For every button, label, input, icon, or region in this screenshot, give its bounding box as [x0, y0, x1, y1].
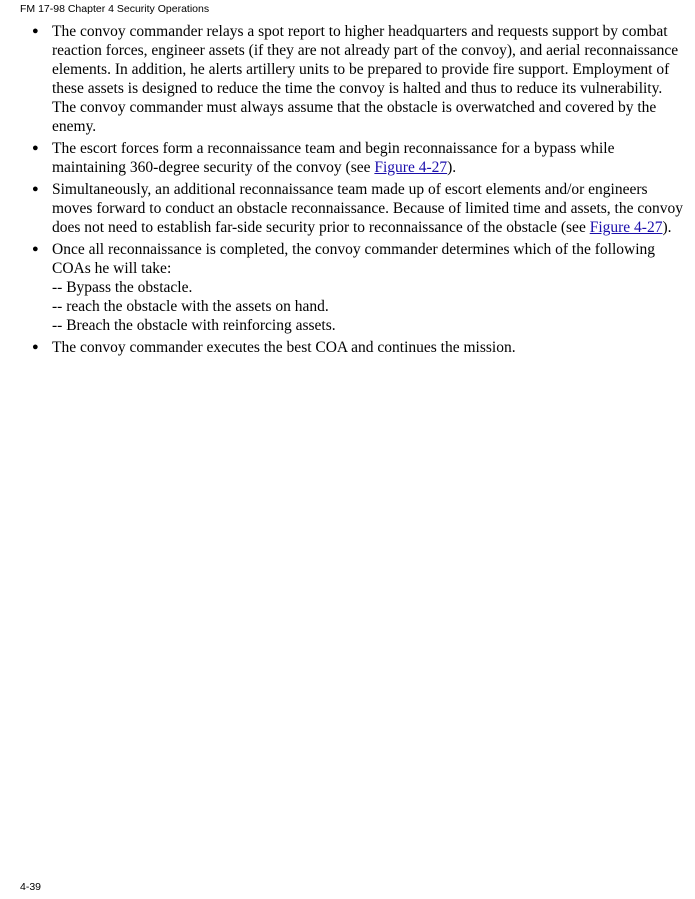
- paragraph-text: [52, 180, 688, 237]
- figure-4-27-link[interactable]: Figure 4-27: [589, 219, 663, 236]
- coa-option: -- Bypass the obstacle.: [52, 279, 193, 296]
- paragraph-text: [52, 139, 688, 177]
- list-item: [32, 22, 688, 136]
- bullet-icon: ●: [32, 243, 39, 255]
- list-item: [32, 139, 688, 177]
- paragraph-text-part: Simultaneously, an additional reconnaissance team made up of escort elements and/or engineers moves forward to conduct an obstacle reconnaissance. Because of limited time and assets, the convoy does not need to establish far-side security prior to reconnaissance of the obstacle (see: [52, 181, 683, 236]
- page-header: FM 17-98 Chapter 4 Security Operations: [20, 3, 210, 15]
- paragraph-text-part: ).: [662, 219, 672, 236]
- paragraph-text: [52, 240, 688, 335]
- paragraph-intro: Once all reconnaissance is completed, the convoy commander determines which of the following COAs he will take:: [52, 241, 656, 277]
- list-item: [32, 338, 688, 357]
- bullet-icon: ●: [32, 142, 39, 154]
- list-item: [32, 180, 688, 237]
- paragraph-text-part: ).: [447, 159, 457, 176]
- page-number: 4-39: [20, 881, 42, 893]
- list-item: [32, 240, 688, 335]
- paragraph-text: The convoy commander executes the best COA and continues the mission.: [52, 339, 516, 356]
- bullet-icon: ●: [32, 25, 39, 37]
- paragraph-text-part: The escort forces form a reconnaissance team and begin reconnaissance for a bypass while maintaining 360-degree security of the convoy (see: [52, 140, 615, 176]
- document-body: [32, 22, 688, 360]
- bullet-icon: ●: [32, 183, 39, 195]
- bullet-icon: ●: [32, 341, 39, 353]
- coa-option: -- Breach the obstacle with reinforcing assets.: [52, 317, 336, 334]
- paragraph-text: The convoy commander relays a spot report to higher headquarters and requests support by combat reaction forces, engineer assets (if they are not already part of the convoy), and aerial reconnaissance elements. In addition, he alerts artillery units to be prepared to provide fire support. Employment of these assets is designed to reduce the time the convoy is halted and thus to reduce its vulnerability. The convoy commander must always assume that the obstacle is overwatched and covered by the enemy.: [52, 23, 679, 135]
- coa-option: -- reach the obstacle with the assets on hand.: [52, 298, 329, 315]
- figure-4-27-link[interactable]: Figure 4-27: [374, 159, 448, 176]
